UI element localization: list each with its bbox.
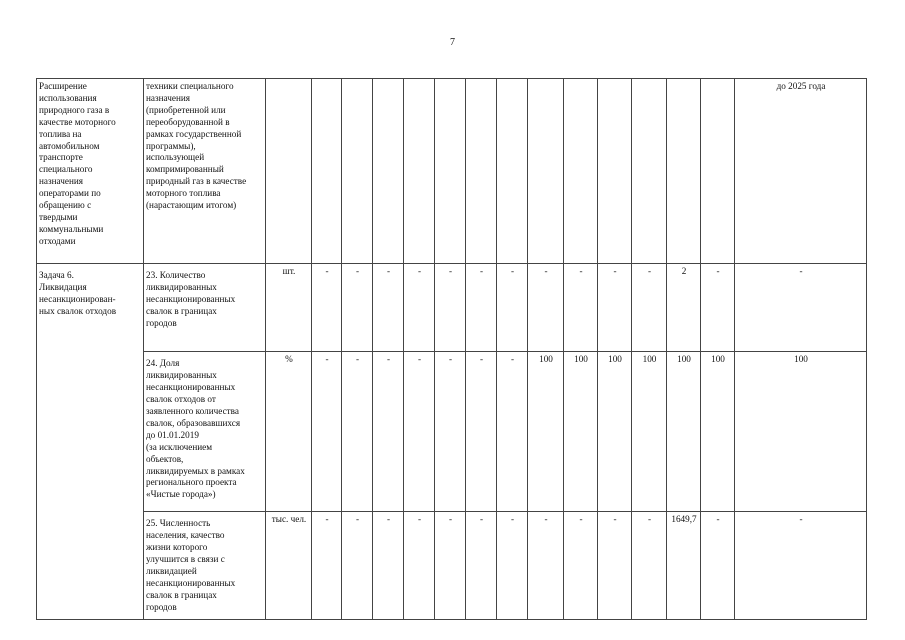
value-cell: - [598,512,632,620]
value-cell: 100 [528,352,564,512]
value-cell: 100 [632,352,667,512]
value-cell: - [404,512,435,620]
value-cell: - [497,352,528,512]
value-cell [373,79,404,264]
value-cell: - [435,352,466,512]
value-cell: 100 [667,352,701,512]
task-cell: Задача 6. Ликвидация несанкционирован- ных свалок отходов [37,264,144,620]
value-cell: - [598,264,632,352]
value-cell: - [735,264,867,352]
value-cell [528,79,564,264]
value-cell [404,79,435,264]
value-cell: - [632,512,667,620]
value-cell: - [312,352,342,512]
unit-cell [266,79,312,264]
value-cell: - [528,512,564,620]
value-cell: 100 [598,352,632,512]
value-cell [497,79,528,264]
value-cell: - [466,264,497,352]
value-cell: - [701,512,735,620]
value-cell: - [564,264,598,352]
value-cell: - [312,512,342,620]
page-number: 7 [450,37,455,48]
value-cell: - [342,512,373,620]
value-cell: - [701,264,735,352]
value-cell: - [312,264,342,352]
value-cell: - [497,264,528,352]
value-cell: 100 [701,352,735,512]
value-cell: 1649,7 [667,512,701,620]
value-cell: - [342,264,373,352]
value-cell: - [435,512,466,620]
indicator-cell: техники специального назначения (приобретенной или переоборудованной в рамках государственной программы), использующей компримированный природный газ в качестве моторного топлива (нарастающим итогом) [144,79,266,264]
unit-cell: шт. [266,264,312,352]
note-cell: до 2025 года [735,79,867,264]
value-cell: - [735,512,867,620]
value-cell [466,79,497,264]
unit-cell: тыс. чел. [266,512,312,620]
indicators-table [36,78,867,620]
value-cell: - [404,352,435,512]
value-cell: - [373,512,404,620]
value-cell: - [435,264,466,352]
indicator-cell: 25. Численность населения, качество жизни которого улучшится в связи с ликвидацией несанкционированных свалок в границах городов [144,512,266,620]
value-cell: - [466,512,497,620]
value-cell [701,79,735,264]
value-cell [435,79,466,264]
value-cell: - [632,264,667,352]
value-cell: - [528,264,564,352]
value-cell [312,79,342,264]
value-cell: 2 [667,264,701,352]
value-cell: - [404,264,435,352]
value-cell [342,79,373,264]
value-cell: - [373,352,404,512]
indicator-cell: 23. Количество ликвидированных несанкционированных свалок в границах городов [144,264,266,352]
value-cell [632,79,667,264]
task-cell: Расширение использования природного газа в качестве моторного топлива на автомобильном транспорте специального назначения операторами по обращению с твердыми коммунальными отходами [37,79,144,264]
table-row [37,264,867,352]
value-cell: - [373,264,404,352]
table-row [37,79,867,264]
value-cell [564,79,598,264]
value-cell: 100 [735,352,867,512]
table-row [37,352,867,512]
value-cell: - [497,512,528,620]
unit-cell: % [266,352,312,512]
value-cell: 100 [564,352,598,512]
value-cell: - [564,512,598,620]
value-cell: - [342,352,373,512]
value-cell [667,79,701,264]
value-cell [598,79,632,264]
table-row [37,512,867,620]
value-cell: - [466,352,497,512]
indicator-cell: 24. Доля ликвидированных несанкционированных свалок отходов от заявленного количества свалок, образовавшихся до 01.01.2019 (за исключением объектов, ликвидируемых в рамках регионального проекта «Чистые города») [144,352,266,512]
